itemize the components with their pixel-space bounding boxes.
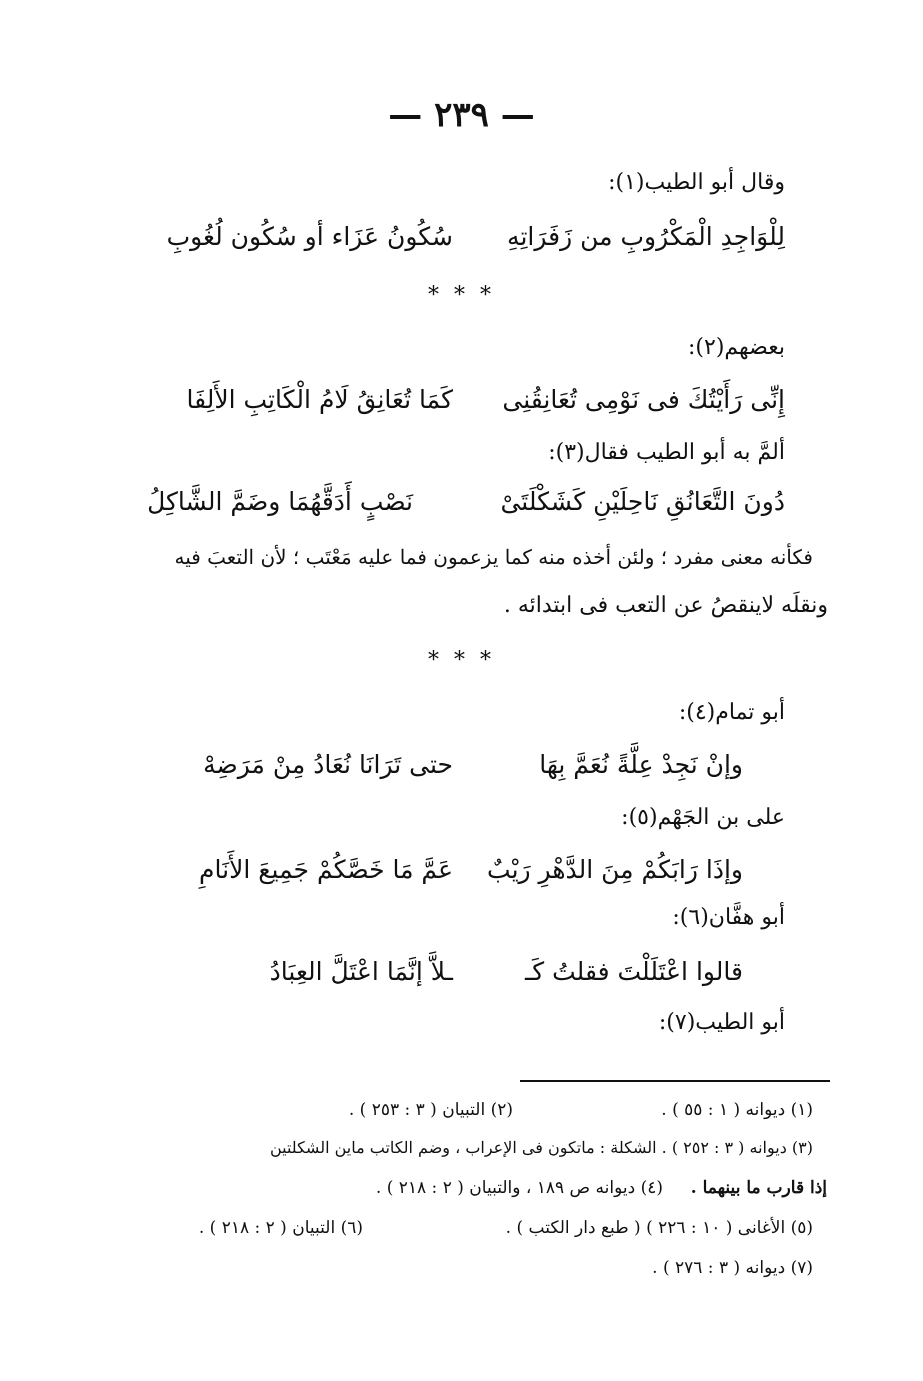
- poet-intro: وقال أبو الطيب(١):: [608, 170, 785, 195]
- poet-intro: ألمَّ به أبو الطيب فقال(٣):: [548, 440, 785, 465]
- section-separator: * * *: [428, 283, 495, 308]
- poet-intro: أبو هفَّان(٦):: [672, 905, 785, 930]
- poet-intro: على بن الجَهْم(٥):: [621, 805, 785, 830]
- footnote: (٢) التبيان ( ٣ : ٢٥٣ ) .: [348, 1100, 513, 1120]
- footnote: (٧) ديوانه ( ٣ : ٢٧٦ ) .: [652, 1258, 813, 1278]
- verse-hemistich-right: دُونَ التَّعَانُقِ نَاحِلَيْنِ كَشَكْلَتَىْ: [500, 487, 785, 516]
- footnote: (٣) ديوانه ( ٣ : ٢٥٢ ) . الشكلة : ماتكون فى الإعراب ، وضم الكاتب ماين الشكلتين: [269, 1138, 813, 1157]
- section-separator: * * *: [428, 648, 495, 673]
- verse-hemistich-left: ـلاَّ إنَّمَا اعْتَلَّ العِبَادُ: [269, 957, 453, 986]
- poet-intro: بعضهم(٢):: [687, 335, 785, 360]
- verse-hemistich-right: وإذَا رَابَكُمْ مِنَ الدَّهْرِ رَيْبٌ: [487, 855, 743, 884]
- poet-intro: أبو الطيب(٧):: [658, 1010, 785, 1035]
- footnote: إذا قارب ما بينهما .: [690, 1178, 827, 1198]
- poet-intro: أبو تمام(٤):: [678, 700, 785, 725]
- page-number: — ٢٣٩ —: [388, 95, 535, 135]
- footnote: (٤) ديوانه ص ١٨٩ ، والتبيان ( ٢ : ٢١٨ ) .: [375, 1178, 663, 1198]
- verse-hemistich-left: حتى تَرَانَا نُعَادُ مِنْ مَرَضِهْ: [203, 750, 453, 779]
- footnote-divider: [520, 1080, 830, 1082]
- verse-hemistich-right: لِلْوَاجِدِ الْمَكْرُوبِ من زَفَرَاتِهِ: [507, 222, 785, 251]
- footnote: (٥) الأغانى ( ١٠ : ٢٢٦ ) ( طبع دار الكتب ) .: [505, 1218, 813, 1238]
- footnote: (١) ديوانه ( ١ : ٥٥ ) .: [661, 1100, 813, 1120]
- verse-hemistich-left: كَمَا تُعَانِقُ لَامُ الْكَاتِبِ الأَلِفَا: [186, 385, 453, 414]
- footnote: (٦) التبيان ( ٢ : ٢١٨ ) .: [198, 1218, 363, 1238]
- verse-hemistich-left: عَمَّ مَا خَصَّكُمْ جَمِيعَ الأَنَامِ: [199, 855, 453, 884]
- verse-hemistich-right: قالوا اعْتَلَلْتَ فقلتُ كَـ: [524, 957, 743, 986]
- verse-hemistich-right: إِنِّى رَأَيْتُكَ فى نَوْمِى تُعَانِقُنِى: [502, 385, 785, 414]
- verse-hemistich-right: وإنْ نَجِدْ عِلَّةً نُعَمَّ بِهَا: [539, 750, 743, 779]
- verse-hemistich-left: نَصْبٍ أَدَقَّهُمَا وضَمَّ الشَّاكِلُ: [147, 487, 413, 516]
- verse-hemistich-left: سُكُونُ عَزَاء أو سُكُون لُغُوبِ: [166, 222, 453, 251]
- prose-line: ونقلَه لاينقصُ عن التعب فى ابتدائه .: [503, 593, 828, 618]
- prose-line: فكأنه معنى مفرد ؛ ولئن أخذه منه كما يزعمون فما عليه مَعْتَب ؛ لأن التعبَ فيه: [174, 545, 813, 569]
